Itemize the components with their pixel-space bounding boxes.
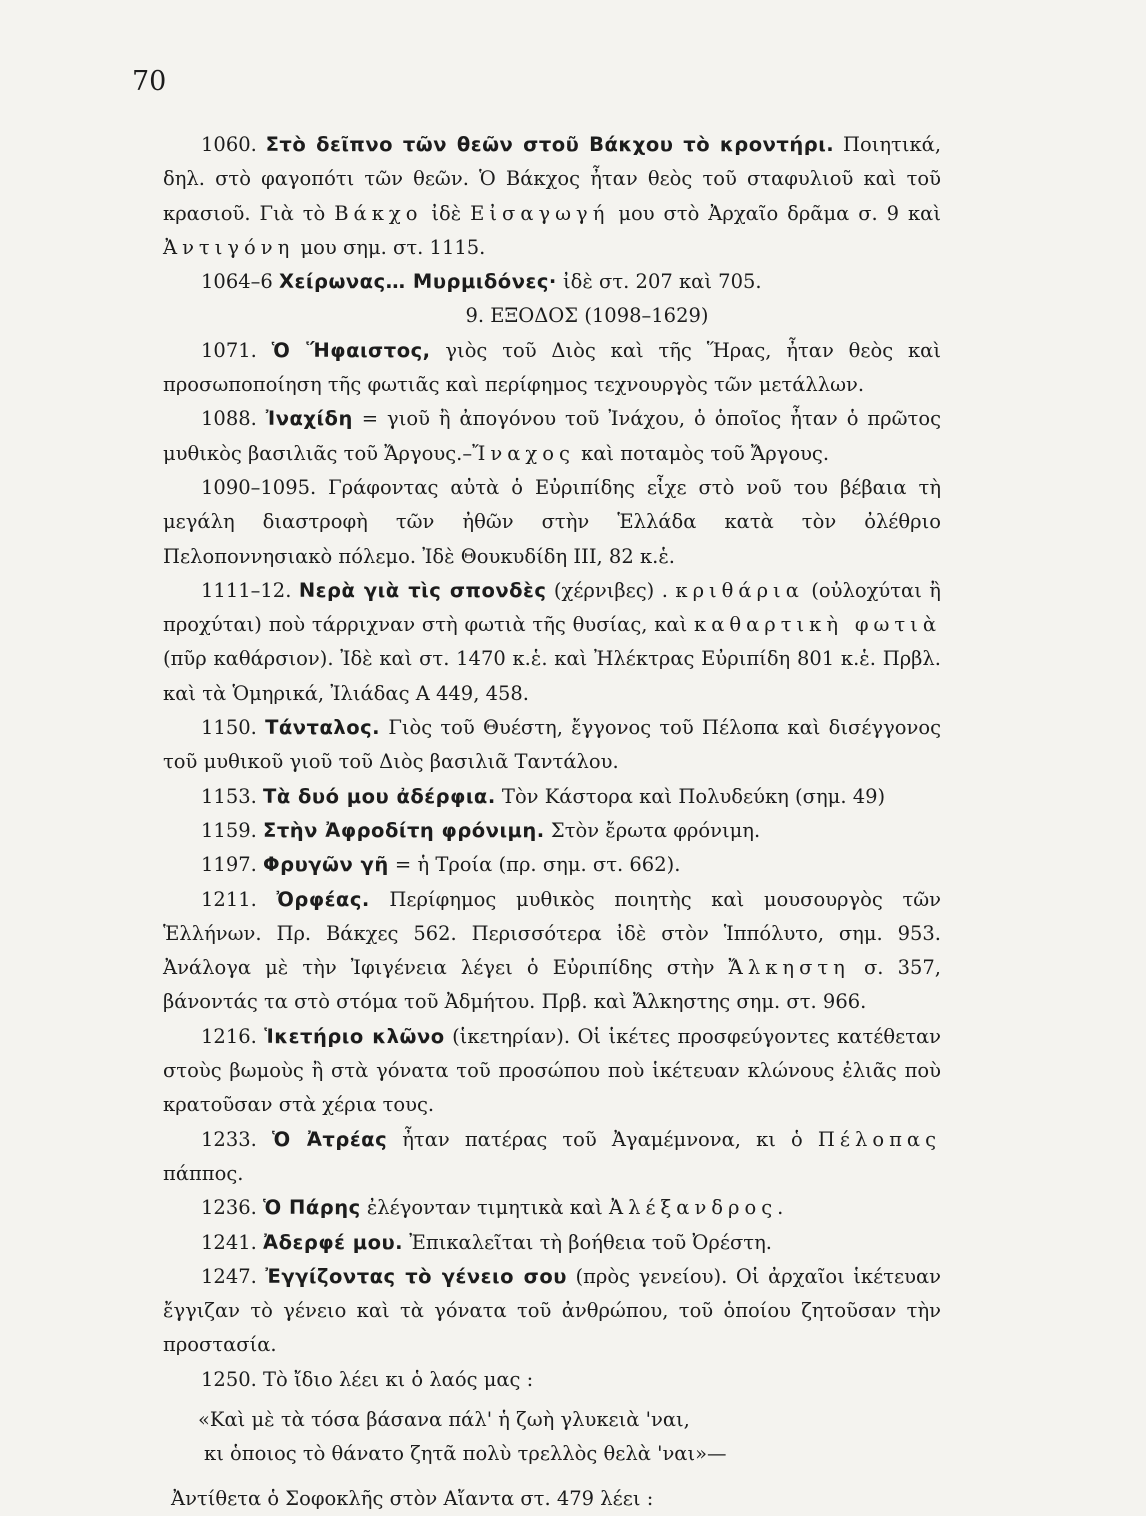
note-lemma: Τάνταλος. — [265, 716, 381, 740]
note-number: 1088. — [201, 407, 257, 431]
note-1247: 1247. Ἐγγίζοντας τὸ γένειο σου (πρὸς γενείου). Οἱ ἀρχαῖοι ἱκέτευαν ἔγγιζαν τὸ γένειο καὶ τὰ γόνατα τοῦ ἀνθρώπου, τοῦ ὁποίου ζητοῦσαν τὴν προστασία. — [163, 1264, 941, 1357]
closing-line: Ἀντίθετα ὁ Σοφοκλῆς στὸν Αἴαντα στ. 479 λέει : — [171, 1486, 654, 1510]
note-lemma: Ἱκετήριο κλῶνο — [264, 1024, 445, 1048]
page-number: 70 — [132, 66, 167, 97]
note-1233: 1233. Ὁ Ἀτρέας ἦταν πατέρας τοῦ Ἀγαμέμνονα, κι ὁ Πέλοπας πάππος. — [163, 1127, 942, 1185]
spaced-term: Εἰσαγωγή — [470, 201, 610, 225]
note-lemma: Φρυγῶν γῆ — [263, 853, 389, 877]
note-1150: 1150. Τάνταλος. Γιὸς τοῦ Θυέστη, ἔγγονος τοῦ Πέλοπα καὶ δισέγγονος τοῦ μυθικοῦ γιοῦ τοῦ Διὸς βασιλιᾶ Ταντάλου. — [163, 716, 941, 774]
spaced-term: Βάκχο — [334, 201, 423, 225]
note-1071: 1071. Ὁ Ἥφαιστος, γιὸς τοῦ Διὸς καὶ τῆς Ἥρας, ἦταν θεὸς καὶ προσωποποίηση τῆς φωτιᾶς καὶ περίφημος τεχνουργὸς τῶν μετάλλων. — [163, 338, 941, 397]
verse-line-2: κι ὁποιος τὸ θάνατο ζητᾶ πολὺ τρελλὸς θελὰ 'ναι»— — [204, 1442, 727, 1466]
note-number: 1060. — [201, 133, 257, 156]
note-lemma: Ἀδερφέ μου. — [263, 1230, 404, 1254]
note-number: 1211. — [201, 887, 257, 911]
note-1111: 1111–12. Νερὰ γιὰ τὶς σπονδὲς (χέρνιβες) . κριθάρια (οὐλοχύται ἢ προχύται) ποὺ τάρριχναν στὴ φωτιὰ τῆς θυσίας, καὶ καθαρτικὴ φωτιὰ (πῦρ καθάρσιον). Ἰδὲ καὶ στ. 1470 κ.ἑ. καὶ Ἠλέκτρας Εὐριπίδη 801 κ.ἑ. Πρβλ. καὶ τὰ Ὁμηρικά, Ἰλιάδας Α 449, 458. — [163, 578, 941, 705]
note-1090: 1090–1095. Γράφοντας αὐτὰ ὁ Εὐριπίδης εἶχε στὸ νοῦ του βέβαια τὴ μεγάλη διαστροφὴ τῶν ἠθῶν στὴν Ἑλλάδα κατὰ τὸν ὀλέθριο Πελοποννησιακὸ πόλεμο. Ἰδὲ Θουκυδίδη III, 82 κ.ἑ. — [163, 475, 941, 568]
note-number: 1216. — [201, 1024, 257, 1048]
note-1088: 1088. Ἰναχίδη = γιοῦ ἢ ἀπογόνου τοῦ Ἰνάχου, ὁ ὁποῖος ἦταν ὁ πρῶτος μυθικὸς βασιλιᾶς τοῦ Ἄργους.–Ἴναχος καὶ ποταμὸς τοῦ Ἄργους. — [163, 407, 941, 465]
note-number: 1197. — [201, 853, 257, 877]
section-heading: 9. ΕΞΟΔΟΣ (1098–1629) — [465, 304, 709, 328]
note-1197: 1197. Φρυγῶν γῆ = ἡ Τροία (πρ. σημ. στ. 662). — [201, 853, 681, 877]
note-number: 1153. — [201, 784, 257, 808]
note-1211: 1211. Ὀρφέας. Περίφημος μυθικὸς ποιητὴς καὶ μουσουργὸς τῶν Ἑλλήνων. Πρ. Βάκχες 562. Περισσότερα ἰδὲ στὸν Ἱππόλυτο, σημ. 953. Ἀνάλογα μὲ τὴν Ἰφιγένεια λέγει ὁ Εὐριπίδης στὴν Ἄλκηστη σ. 357, βάνοντάς τα στὸ στόμα τοῦ Ἀδμήτου. Πρβ. καὶ Ἄλκηστης σημ. στ. 966. — [163, 887, 941, 1014]
note-lemma: Ἰναχίδη — [265, 407, 353, 431]
note-lemma: Νερὰ γιὰ τὶς σπονδὲς — [298, 578, 547, 602]
note-lemma: Τὰ δυό μου ἀδέρφια. — [263, 784, 496, 808]
note-lemma: Χείρωνας… Μυρμιδόνες· — [279, 270, 557, 294]
note-lemma: Ὁ Πάρης — [263, 1196, 361, 1220]
verse-line-1: «Καὶ μὲ τὰ τόσα βάσανα πάλ' ἡ ζωὴ γλυκειὰ 'ναι, — [198, 1407, 690, 1431]
note-number: 1090–1095. — [201, 475, 317, 499]
note-lemma: Στὴν Ἀφροδίτη φρόνιμη. — [263, 818, 545, 842]
note-lemma: Ἐγγίζοντας τὸ γένειο σου — [265, 1264, 567, 1288]
spaced-term: Ἀλέξανδρος — [609, 1196, 778, 1220]
note-number: 1247. — [201, 1264, 257, 1288]
note-number: 1250. — [201, 1367, 257, 1391]
note-number: 1233. — [201, 1127, 257, 1151]
note-1159: 1159. Στὴν Ἀφροδίτη φρόνιμη. Στὸν ἔρωτα φρόνιμη. — [201, 818, 761, 842]
note-lemma: Στὸ δεῖπνο τῶν θεῶν στοῦ Βάκχου τὸ κροντήρι. — [265, 133, 835, 156]
folk-verse — [163, 1403, 941, 1472]
note-1060: 1060. Στὸ δεῖπνο τῶν θεῶν στοῦ Βάκχου τὸ κροντήρι. Ποιητικά, δηλ. στὸ φαγοπότι τῶν θεῶν. Ὁ Βάκχος ἦταν θεὸς τοῦ σταφυλιοῦ καὶ τοῦ κρασιοῦ. Γιὰ τὸ Βάκχο ἰδὲ Εἰσαγωγή μου στὸ Ἀρχαῖο δρᾶμα σ. 9 καὶ Ἀντιγόνη μου σημ. στ. 1115. — [163, 133, 942, 259]
note-1236: 1236. Ὁ Πάρης ἐλέγονταν τιμητικὰ καὶ Ἀλέξανδρος. — [201, 1196, 784, 1220]
note-1250: 1250. Τὸ ἴδιο λέει κι ὁ λαός μας : — [201, 1367, 534, 1391]
note-lemma: Ὁ Ἥφαιστος, — [271, 338, 431, 362]
note-lemma: Ὁ Ἀτρέας — [271, 1127, 388, 1151]
spaced-term: καθαρτικὴ φωτιὰ — [694, 613, 941, 637]
note-1153: 1153. Τὰ δυό μου ἀδέρφια. Τὸν Κάστορα καὶ Πολυδεύκη (σημ. 49) — [201, 784, 886, 808]
note-1241: 1241. Ἀδερφέ μου. Ἐπικαλεῖται τὴ βοήθεια τοῦ Ὀρέστη. — [201, 1230, 772, 1254]
spaced-term: Ἴναχος — [472, 441, 575, 465]
note-1216: 1216. Ἱκετήριο κλῶνο (ἱκετηρίαν). Οἱ ἱκέτες προσφεύγοντες κατέθεταν στοὺς βωμοὺς ἢ στὰ γόνατα τοῦ προσώπου ποὺ ἱκέτευαν κλώνους ἐλιᾶς ποὺ κρατοῦσαν στὰ χέρια τους. — [163, 1024, 942, 1117]
spaced-term: Ἄλκηστη — [728, 956, 850, 980]
note-number: 1241. — [201, 1230, 257, 1254]
spaced-term: Ἀντιγόνη — [163, 235, 295, 259]
note-lemma: Ὀρφέας. — [276, 887, 370, 911]
notes-body — [163, 128, 941, 1516]
note-1064: 1064–6 Χείρωνας… Μυρμιδόνες· ἰδὲ στ. 207 καὶ 705. — [201, 270, 762, 294]
note-number: 1150. — [201, 716, 257, 740]
note-number: 1159. — [201, 818, 257, 842]
spaced-term: Πέλοπας — [817, 1127, 942, 1151]
note-number: 1236. — [201, 1196, 257, 1220]
spaced-term: κριθάρια — [675, 578, 804, 602]
note-number: 1071. — [201, 338, 257, 362]
note-number: 1111–12. — [201, 578, 292, 602]
note-number: 1064–6 — [201, 270, 273, 294]
